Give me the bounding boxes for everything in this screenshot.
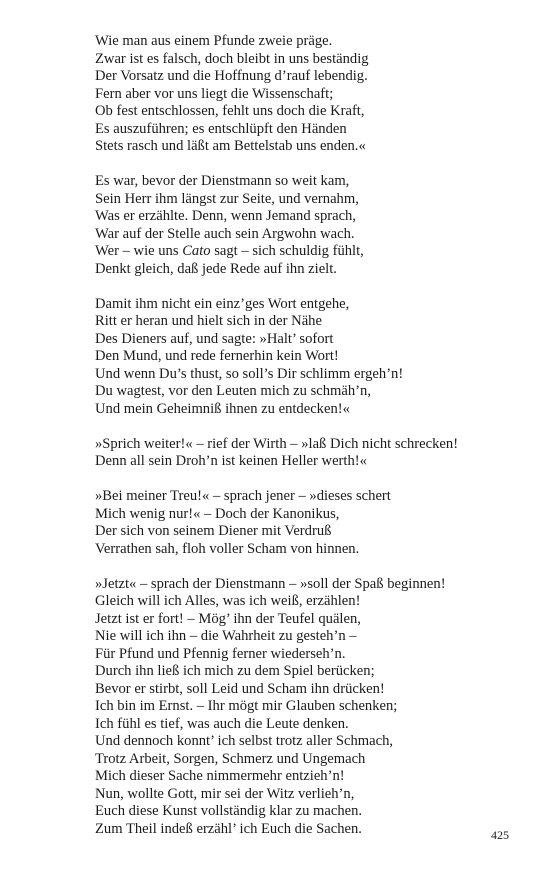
verse-line: Was er erzählte. Denn, wenn Jemand sprach,: [95, 208, 356, 224]
verse-line: War auf der Stelle auch sein Argwohn wach.: [95, 225, 355, 242]
verse-line: Zum Theil indeß erzähl’ ich Euch die Sachen.: [95, 820, 362, 837]
verse-line: Nun, wollte Gott, mir sei der Witz verlieh’n,: [95, 785, 355, 802]
verse-line: Des Dieners auf, und sagte: »Halt’ sofort: [95, 330, 334, 347]
verse-line: Es war, bevor der Dienstmann so weit kam,: [95, 173, 350, 189]
verse-line: Sein Herr ihm längst zur Seite, und vernahm,: [95, 190, 359, 207]
verse-line: Durch ihn ließ ich mich zu dem Spiel berücken;: [95, 663, 375, 679]
emphasized-word: Cato: [182, 243, 211, 259]
stanza: [95, 33, 535, 156]
verse-line: Der sich von seinem Diener mit Verdruß: [95, 523, 332, 539]
stanza: [95, 173, 535, 278]
verse-line: Ob fest entschlossen, fehlt uns doch die Kraft,: [95, 103, 365, 119]
verse-line: »Sprich weiter!« – rief der Wirth – »laß Dich nicht schrecken!: [95, 435, 459, 452]
verse-line: Mich wenig nur!« – Doch der Kanonikus,: [95, 505, 340, 522]
verse-line: Für Pfund und Pfennig ferner wiederseh’n.: [95, 645, 346, 662]
verse-line: Damit ihm nicht ein einz’ges Wort entgehe,: [95, 295, 350, 312]
verse-line: Ritt er heran und hielt sich in der Nähe: [95, 313, 322, 329]
verse-line: Und wenn Du’s thust, so soll’s Dir schlimm ergeh’n!: [95, 365, 404, 382]
verse-line: Verrathen sah, floh voller Scham von hinnen.: [95, 540, 360, 557]
verse-line: Und dennoch konnt’ ich selbst trotz aller Schmach,: [95, 733, 394, 749]
verse-line: Stets rasch und läßt am Bettelstab uns enden.«: [95, 138, 366, 154]
poem-text: [95, 33, 535, 856]
verse-line: Es auszuführen; es entschlüpft den Händen: [95, 120, 347, 137]
verse-line: Wer – wie uns Cato sagt – sich schuldig fühlt,: [95, 243, 364, 259]
verse-line: Und mein Geheimniß ihnen zu entdecken!«: [95, 400, 350, 417]
verse-line: Ich fühl es tief, was auch die Leute denken.: [95, 715, 349, 732]
verse-line: »Jetzt« – sprach der Dienstmann – »soll der Spaß beginnen!: [95, 575, 446, 592]
stanza: [95, 296, 535, 419]
stanza: [95, 488, 535, 558]
verse-line: Fern aber vor uns liegt die Wissenschaft;: [95, 85, 334, 102]
stanza: [95, 576, 535, 839]
page-number: 425: [491, 828, 509, 842]
verse-line: Bevor er stirbt, soll Leid und Scham ihn drücken!: [95, 680, 385, 697]
verse-line: »Bei meiner Treu!« – sprach jener – »dieses schert: [95, 488, 391, 504]
verse-line: Der Vorsatz und die Hoffnung d’rauf lebendig.: [95, 68, 368, 84]
verse-line: Nie will ich ihn – die Wahrheit zu gesteh’n –: [95, 628, 357, 644]
verse-line: Denkt gleich, daß jede Rede auf ihn zielt.: [95, 260, 337, 277]
verse-line: Denn all sein Droh’n ist keinen Heller werth!«: [95, 453, 367, 469]
stanza: [95, 436, 535, 471]
verse-line: Jetzt ist er fort! – Mög’ ihn der Teufel quälen,: [95, 610, 361, 627]
verse-line: Du wagtest, vor den Leuten mich zu schmäh’n,: [95, 383, 371, 399]
verse-line: Ich bin im Ernst. – Ihr mögt mir Glauben schenken;: [95, 698, 398, 714]
verse-line: Zwar ist es falsch, doch bleibt in uns beständig: [95, 50, 369, 67]
verse-line: Gleich will ich Alles, was ich weiß, erzählen!: [95, 593, 361, 609]
verse-line: Euch diese Kunst vollständig klar zu machen.: [95, 803, 363, 819]
verse-line: Wie man aus einem Pfunde zweie präge.: [95, 33, 333, 49]
verse-line: Den Mund, und rede fernerhin kein Wort!: [95, 348, 339, 364]
verse-line: Mich dieser Sache nimmermehr entzieh’n!: [95, 768, 345, 784]
verse-line: Trotz Arbeit, Sorgen, Schmerz und Ungemach: [95, 750, 366, 767]
